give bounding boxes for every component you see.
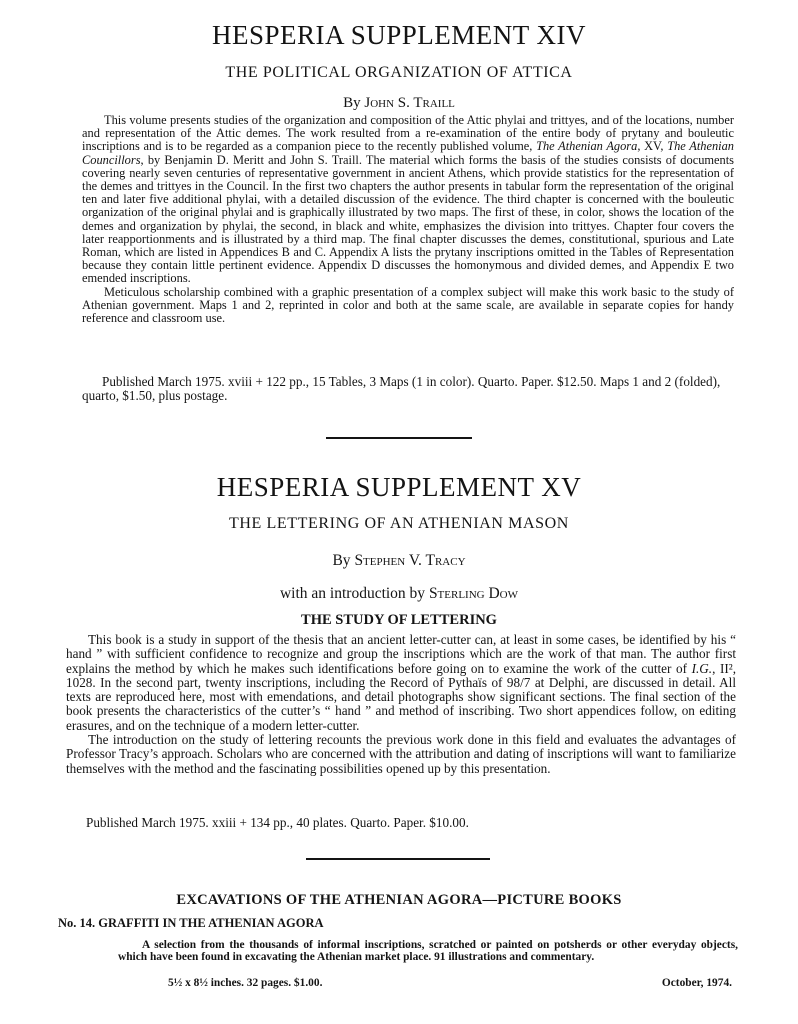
supplement-xiv-author: John S. Traill <box>364 95 455 111</box>
item-title: GRAFFITI IN THE ATHENIAN AGORA <box>98 916 324 930</box>
text-run: , XV, <box>637 139 668 154</box>
byline-by: By <box>343 95 361 111</box>
supplement-xv-subtitle: THE LETTERING OF AN ATHENIAN MASON <box>229 515 569 532</box>
section-divider <box>326 437 472 439</box>
text-run: This book is a study in support of the thesis that an ancient letter-cutter can, at least in some cases, be identified by his “ hand ” with sufficient confidence to recognize and group the inscriptions which are the work of that man. The author first explains the method by which he makes such identifications before going on to examine the work of the cutter of <box>66 632 736 676</box>
supplement-xv-paragraph-2: The introduction on the study of lettering recounts the previous work done in this field and evaluates the advantages of Professor Tracy’s approach. Scholars who are concerned with the attribution and dating of inscriptions will want to familiarize themselves with the method and the fascinating possibilities opened up by this presentation. <box>66 732 736 776</box>
item-number: No. 14. <box>58 916 96 930</box>
supplement-xv-publication-info: Published March 1975. xxiii + 134 pp., 40 plates. Quarto. Paper. $10.00. <box>86 815 469 830</box>
byline-by: By <box>332 552 351 569</box>
supplement-xv-description <box>66 633 736 776</box>
supplement-xiv-subtitle: THE POLITICAL ORGANIZATION OF ATTICA <box>225 64 573 81</box>
intro-author: Sterling Dow <box>428 585 518 602</box>
text-run: This volume presents studies of the organization and composition of the Attic phylai and trittyes, and of the locations, number and representation of the Attic demes. The work resulted from a re-examination of the entire body of prytany and bouleutic inscriptions and is to be regarded as a companion piece to the recently published volume, <box>82 113 734 154</box>
italic-title: The Athenian Agora <box>536 139 638 154</box>
supplement-xv-title: HESPERIA SUPPLEMENT XV <box>216 472 582 502</box>
supplement-xv-paragraph-1 <box>66 633 736 733</box>
picture-book-item <box>58 916 758 931</box>
supplement-xiv-paragraph-2: Meticulous scholarship combined with a graphic presentation of a complex subject will make this work basic to the study of Athenian government. Maps 1 and 2, reprinted in color and both at the same scale, are available in separate copies for handy reference and classroom use. <box>82 284 734 326</box>
supplement-xiv-description <box>82 114 734 325</box>
supplement-xiv-publication-info: Published March 1975. xviii + 122 pp., 15 Tables, 3 Maps (1 in color). Quarto. Paper. $12.50. Maps 1 and 2 (folded), quarto, $1.50, plus postage. <box>82 374 721 404</box>
picture-books-title: EXCAVATIONS OF THE ATHENIAN AGORA—PICTURE BOOKS <box>176 892 622 908</box>
supplement-xv-introduction-credit <box>0 585 798 603</box>
italic-title: The Athenian Councillors <box>82 139 734 167</box>
supplement-xv-byline <box>0 552 798 570</box>
section-divider <box>306 858 490 860</box>
supplement-xv-section-heading: THE STUDY OF LETTERING <box>301 612 497 628</box>
text-run: , by Benjamin D. Meritt and John S. Traill. The material which forms the basis of the studies consists of documents covering nearly seven centuries of representative government in ancient Athens, which provide statistics for the representation of the demes and trittyes in the Council. In the first two chapters the author presents in tabular form the representation of the original ten and later five additional phylai, with a detailed discussion of the evidence. The third chapter is concerned with the bouleutic organization of the original phylai and is graphically illustrated by two maps. The first of these, in color, shows the location of the demes and organization by phylai, the second, in black and white, emphasizes the division into trittyes. Chapter four covers the later reapportionments and is illustrated by a third map. The final chapter discusses the demes, constitutional, spurious and Late Roman, which are listed in Appendices B and C. Appendix A lists the prytany inscriptions omitted in the Tables of Representation because they contain little pertinent evidence. Appendix D discusses the homonymous and divided demes, and Appendix E two emended inscriptions. <box>82 152 734 286</box>
item-description: A selection from the thousands of informal inscriptions, scratched or painted on potsherds or other everyday objects, which have been found in excavating the Athenian market place. 91 illustrations and commentary. <box>118 939 738 963</box>
supplement-xv-author: Stephen V. Tracy <box>354 552 466 569</box>
item-size-pages-price: 5½ x 8½ inches. 32 pages. $1.00. <box>168 977 323 989</box>
text-run: , II², 1028. In the second part, twenty inscriptions, including the Record of Pythaïs of 98/7 at Delphi, are discussed in detail. All texts are reproduced here, most with emendations, and detail photographs show significant sections. The final section of the book presents the characteristics of the cutter’s “ hand ” and method of inscribing. Two short appendices follow, on editing erasures, and on the technique of a modern letter-cutter. <box>66 660 736 733</box>
italic-abbreviation: I.G. <box>691 660 713 676</box>
supplement-xiv-byline <box>0 95 798 112</box>
intro-prefix: with an introduction by <box>279 585 426 602</box>
supplement-xiv-title: HESPERIA SUPPLEMENT XIV <box>211 20 587 50</box>
supplement-xiv-paragraph-1 <box>82 114 734 286</box>
item-date: October, 1974. <box>661 977 732 989</box>
